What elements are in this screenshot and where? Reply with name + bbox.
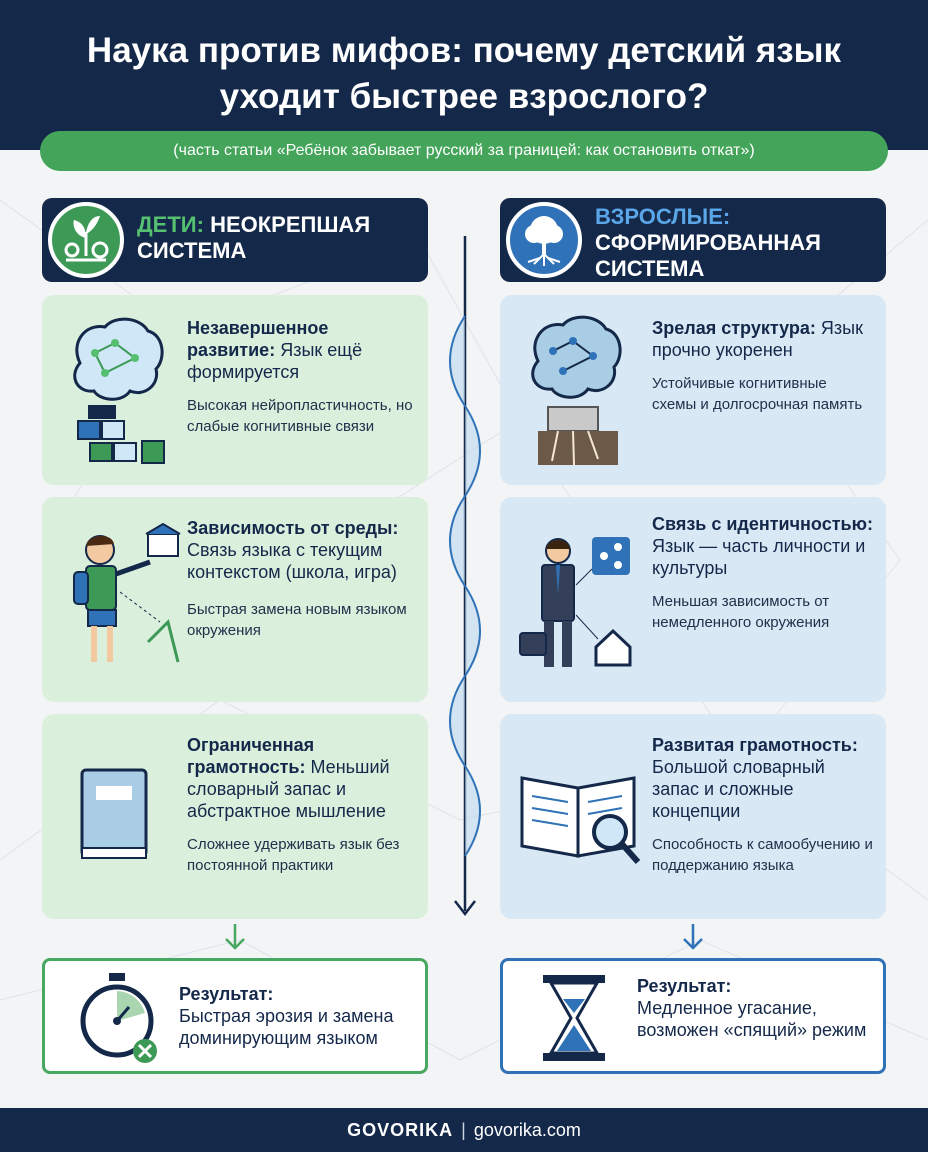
card-detail: Сложнее удерживать язык без постоянной практики xyxy=(187,836,400,874)
card-heading: Развитая грамотность: Большой словарный запас и сложные концепции xyxy=(652,735,858,821)
card-heading: Незавершенное развитие: Язык ещё формируется xyxy=(187,318,363,382)
card-detail: Высокая нейропластичность, но слабые когнитивные связи xyxy=(187,397,413,435)
adults-header-accent: ВЗРОСЛЫЕ: xyxy=(595,204,731,229)
card-detail: Способность к самообучению и поддержанию языка xyxy=(652,836,873,874)
adults-column-header xyxy=(500,198,886,282)
card-detail: Меньшая зависимость от немедленного окружения xyxy=(652,593,830,631)
adults-card-3 xyxy=(500,714,886,919)
child-school-icon xyxy=(60,522,185,687)
footer-url[interactable]: govorika.com xyxy=(473,1120,581,1140)
page-title: Наука против мифов: почему детский язык уходит быстрее взрослого? xyxy=(86,31,842,116)
card-heading: Ограниченная грамотность: Меньший словарный запас и абстрактное мышление xyxy=(187,735,390,821)
children-header-accent: ДЕТИ: xyxy=(137,212,204,237)
subtitle-pill: (часть статьи «Ребёнок забывает русский за границей: как остановить откат») xyxy=(40,131,888,171)
children-card-2 xyxy=(42,497,428,702)
arrow-down-icon xyxy=(222,922,248,952)
closed-book-icon xyxy=(76,766,156,871)
brain-roots-icon xyxy=(518,311,633,476)
card-detail: Устойчивые когнитивные схемы и долгосрочная память xyxy=(652,375,863,413)
result-text: Медленное угасание, возможен «спящий» режим xyxy=(637,998,867,1040)
card-heading: Связь с идентичностью: Язык — часть личности и культуры xyxy=(652,514,873,578)
children-header-text: НЕОКРЕПШАЯ СИСТЕМА xyxy=(137,212,371,263)
children-result-box xyxy=(42,958,428,1074)
adults-result-box xyxy=(500,958,886,1074)
card-detail: Быстрая замена новым языком окружения xyxy=(187,601,407,639)
header-banner xyxy=(0,0,928,150)
card-heading: Зависимость от среды: Связь языка с текущим контекстом (школа, игра) xyxy=(187,518,399,582)
businessman-icon xyxy=(518,535,638,680)
card-heading: Зрелая структура: Язык прочно укоренен xyxy=(652,318,863,360)
tree-roots-icon xyxy=(506,202,582,278)
children-column-header xyxy=(42,198,428,282)
children-card-1 xyxy=(42,295,428,485)
adults-card-1 xyxy=(500,295,886,485)
children-card-3 xyxy=(42,714,428,919)
result-label: Результат: xyxy=(637,976,732,996)
arrow-down-icon xyxy=(680,922,706,952)
result-label: Результат: xyxy=(179,984,274,1004)
adults-header-text: СФОРМИРОВАННАЯ СИСТЕМА xyxy=(595,230,821,281)
hourglass-icon xyxy=(539,973,609,1063)
divider-wave xyxy=(440,236,490,926)
footer-brand: GOVORIKA xyxy=(347,1120,454,1140)
open-book-magnifier-icon xyxy=(518,770,643,875)
stopwatch-icon xyxy=(75,971,165,1066)
result-text: Быстрая эрозия и замена доминирующим языком xyxy=(179,1006,394,1048)
adults-card-2 xyxy=(500,497,886,702)
footer: GOVORIKA | govorika.com xyxy=(0,1108,928,1152)
brain-blocks-icon xyxy=(60,313,170,473)
sprout-gears-icon xyxy=(48,202,124,278)
